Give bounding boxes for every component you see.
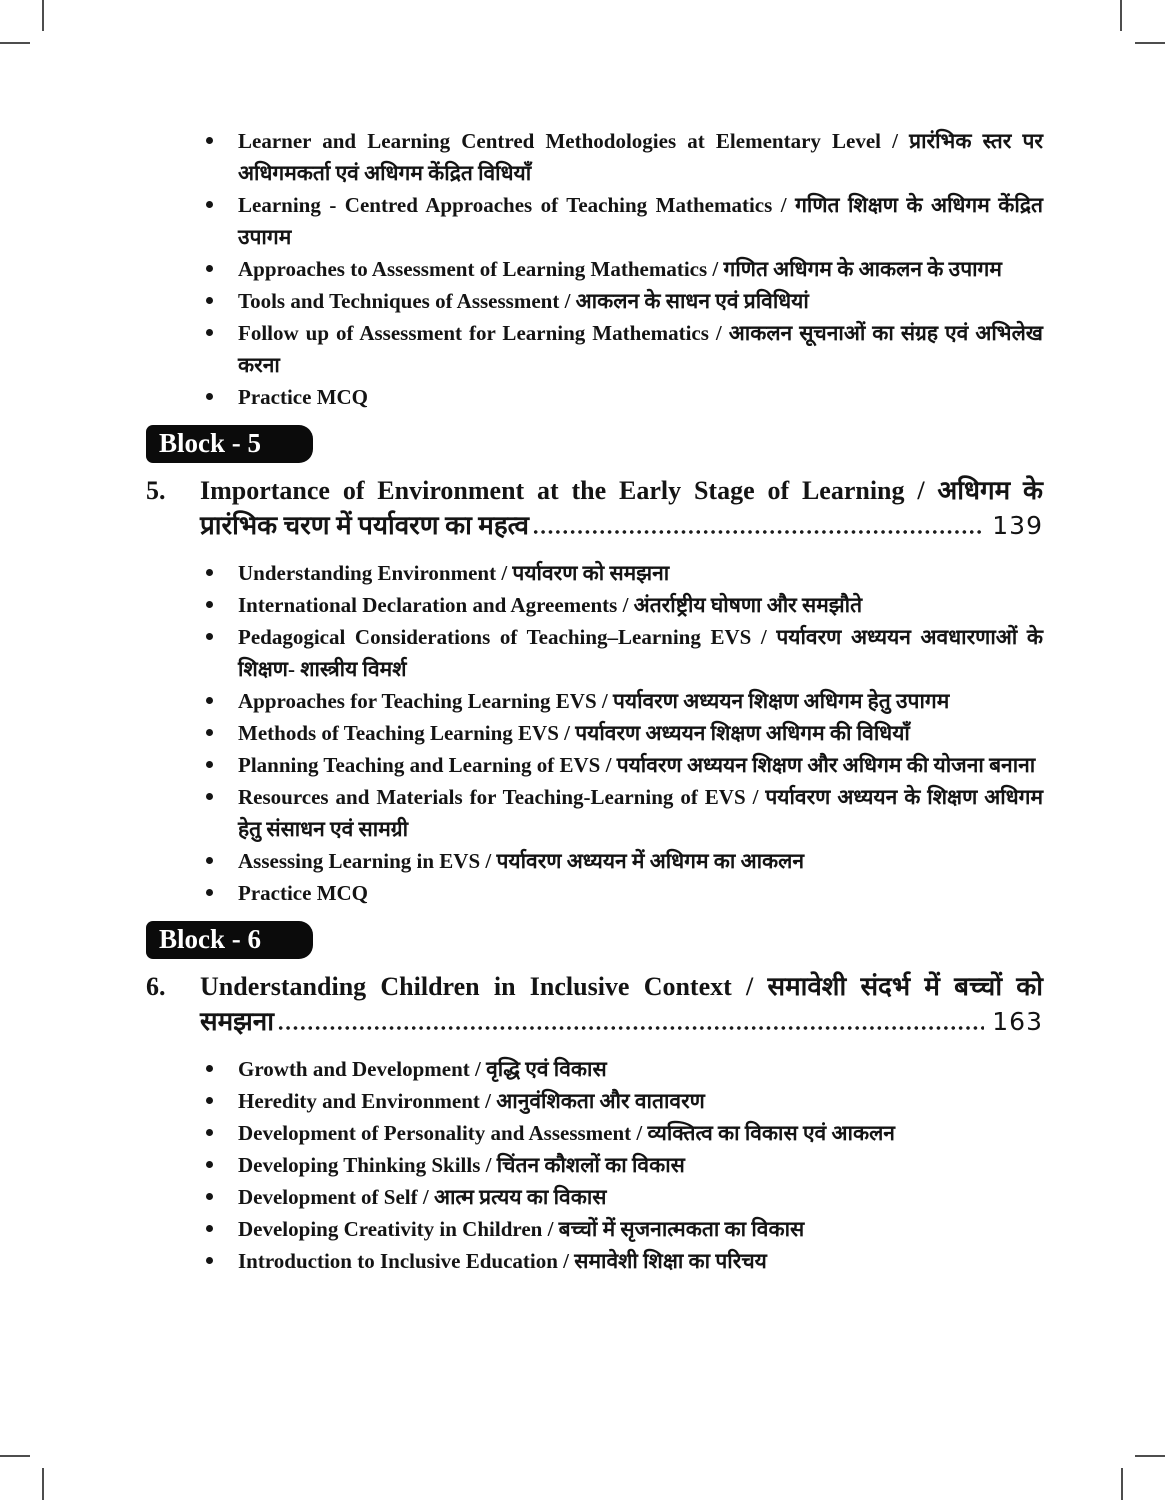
bullet-text: Follow up of Assessment for Learning Mathematics / आकलन सूचनाओं का संग्रह एवं अभिलेख करना	[238, 321, 1043, 377]
bullet-text: Practice MCQ	[238, 881, 369, 905]
toc-bullet-item	[146, 1149, 1043, 1181]
bullet-dot-icon	[206, 393, 213, 400]
toc-bullet-item	[146, 1117, 1043, 1149]
bullet-dot-icon	[206, 1129, 213, 1136]
bullet-dot-icon	[206, 857, 213, 864]
bullet-text: Heredity and Environment / आनुवंशिकता और वातावरण	[238, 1089, 705, 1113]
bullet-text: Learning - Centred Approaches of Teaching Mathematics / गणित शिक्षण के अधिगम केंद्रित उपागम	[238, 193, 1043, 249]
bullet-text: Introduction to Inclusive Education / समावेशी शिक्षा का परिचय	[238, 1249, 767, 1273]
block-5-label-badge	[146, 425, 313, 463]
bullet-dot-icon	[206, 633, 213, 640]
bullet-text: Practice MCQ	[238, 385, 369, 409]
entry-title-line-2-row	[200, 508, 1043, 543]
bullet-dot-icon	[206, 265, 213, 272]
bullet-text: Planning Teaching and Learning of EVS / पर्यावरण अध्ययन शिक्षण और अधिगम की योजना बनाना	[238, 753, 1036, 777]
crop-mark-top-right-horizontal	[1135, 42, 1165, 44]
entry-title-line-2-row	[200, 1004, 1043, 1039]
bullet-text: Growth and Development / वृद्धि एवं विकास	[238, 1057, 607, 1081]
block-5-section	[146, 425, 1043, 909]
block-label-text: Block - 5	[159, 428, 262, 458]
toc-bullet-item	[146, 717, 1043, 749]
toc-bullet-item	[146, 317, 1043, 381]
crop-mark-top-left-horizontal	[0, 42, 30, 44]
crop-mark-bottom-left-vertical	[42, 1468, 44, 1500]
block-label-text: Block - 6	[159, 924, 262, 954]
toc-bullet-item	[146, 557, 1043, 589]
bullet-dot-icon	[206, 1097, 213, 1104]
crop-mark-bottom-left-horizontal	[0, 1455, 30, 1457]
toc-bullet-item	[146, 189, 1043, 253]
toc-bullet-item	[146, 781, 1043, 845]
bullet-text: Tools and Techniques of Assessment / आकलन के साधन एवं प्रविधियां	[238, 289, 809, 313]
toc-bullet-item	[146, 253, 1043, 285]
bullet-text: Resources and Materials for Teaching-Learning of EVS / पर्यावरण अध्ययन के शिक्षण अधिगम हेतु संसाधन एवं सामग्री	[238, 785, 1043, 841]
toc-bullet-item	[146, 845, 1043, 877]
block-6-section	[146, 921, 1043, 1277]
bullet-text: Development of Self / आत्म प्रत्यय का विकास	[238, 1185, 607, 1209]
bullet-dot-icon	[206, 1257, 213, 1264]
bullet-dot-icon	[206, 569, 213, 576]
bullet-text: Assessing Learning in EVS / पर्यावरण अध्ययन में अधिगम का आकलन	[238, 849, 805, 873]
bullet-dot-icon	[206, 201, 213, 208]
bullet-dot-icon	[206, 793, 213, 800]
bullet-text: Understanding Environment / पर्यावरण को समझना	[238, 561, 670, 585]
bullet-text: Development of Personality and Assessment / व्यक्तित्व का विकास एवं आकलन	[238, 1121, 895, 1145]
entry-title-line-2: समझना	[200, 1007, 274, 1036]
entry-title-line-1: Understanding Children in Inclusive Context / समावेशी संदर्भ में बच्चों को	[200, 972, 1043, 1001]
bullet-text: Approaches for Teaching Learning EVS / पर्यावरण अध्ययन शिक्षण अधिगम हेतु उपागम	[238, 689, 950, 713]
bullet-dot-icon	[206, 297, 213, 304]
crop-mark-bottom-right-horizontal	[1135, 1455, 1165, 1457]
intro-bullet-list	[146, 125, 1043, 413]
toc-content	[146, 0, 1043, 1277]
bullet-dot-icon	[206, 1193, 213, 1200]
bullet-text: Learner and Learning Centred Methodologies at Elementary Level / प्रारंभिक स्तर पर अधिगमकर्ता एवं अधिगम केंद्रित विधियाँ	[238, 129, 1043, 185]
block-6-label-badge	[146, 921, 313, 959]
toc-bullet-item	[146, 381, 1043, 413]
bullet-text: Developing Thinking Skills / चिंतन कौशलों का विकास	[238, 1153, 685, 1177]
crop-mark-top-left-vertical	[42, 0, 44, 31]
toc-entry-block-6	[146, 969, 1043, 1039]
toc-bullet-item	[146, 749, 1043, 781]
bullet-dot-icon	[206, 329, 213, 336]
dot-leader	[277, 1004, 984, 1039]
bullet-text: Methods of Teaching Learning EVS / पर्यावरण अध्ययन शिक्षण अधिगम की विधियाँ	[238, 721, 910, 745]
toc-bullet-item	[146, 621, 1043, 685]
entry-page-number: 139	[992, 511, 1043, 540]
bullet-text: International Declaration and Agreements / अंतर्राष्ट्रीय घोषणा और समझौते	[238, 593, 863, 617]
entry-number: 6.	[146, 972, 166, 1001]
bullet-text: Developing Creativity in Children / बच्चों में सृजनात्मकता का विकास	[238, 1217, 805, 1241]
bullet-text: Approaches to Assessment of Learning Mathematics / गणित अधिगम के आकलन के उपागम	[238, 257, 1002, 281]
toc-bullet-item	[146, 1085, 1043, 1117]
entry-page-number: 163	[992, 1007, 1043, 1036]
toc-entry-block-5	[146, 473, 1043, 543]
toc-bullet-item	[146, 685, 1043, 717]
bullet-dot-icon	[206, 697, 213, 704]
toc-bullet-item	[146, 1245, 1043, 1277]
toc-bullet-item	[146, 877, 1043, 909]
bullet-dot-icon	[206, 761, 213, 768]
toc-bullet-item	[146, 1053, 1043, 1085]
bullet-dot-icon	[206, 889, 213, 896]
toc-bullet-item	[146, 125, 1043, 189]
bullet-dot-icon	[206, 1225, 213, 1232]
bullet-dot-icon	[206, 1161, 213, 1168]
bullet-dot-icon	[206, 729, 213, 736]
crop-mark-top-right-vertical	[1120, 0, 1122, 31]
bullet-text: Pedagogical Considerations of Teaching–Learning EVS / पर्यावरण अध्ययन अवधारणाओं के शिक्षण- शास्त्रीय विमर्श	[238, 625, 1043, 681]
crop-mark-bottom-right-vertical	[1121, 1468, 1123, 1500]
dot-leader	[532, 508, 984, 543]
block-6-bullet-list	[146, 1053, 1043, 1277]
toc-bullet-item	[146, 1181, 1043, 1213]
toc-bullet-item	[146, 285, 1043, 317]
entry-title-line-2: प्रारंभिक चरण में पर्यावरण का महत्व	[200, 511, 530, 540]
bullet-dot-icon	[206, 1065, 213, 1072]
toc-bullet-item	[146, 1213, 1043, 1245]
entry-number: 5.	[146, 476, 166, 505]
toc-bullet-item	[146, 589, 1043, 621]
block-5-bullet-list	[146, 557, 1043, 909]
entry-title-line-1: Importance of Environment at the Early Stage of Learning / अधिगम के	[200, 476, 1043, 505]
bullet-dot-icon	[206, 601, 213, 608]
bullet-dot-icon	[206, 137, 213, 144]
